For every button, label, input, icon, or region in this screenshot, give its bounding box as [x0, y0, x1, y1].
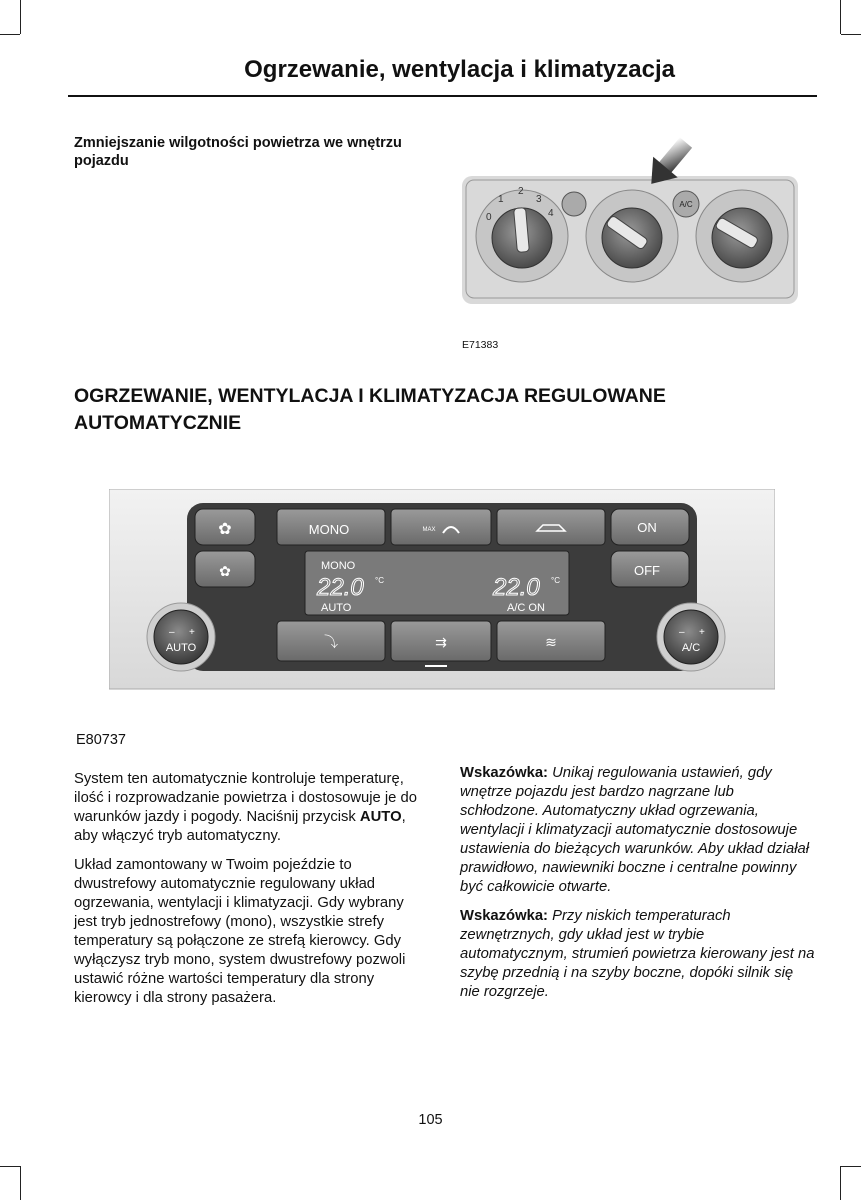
dehumidify-heading: Zmniejszanie wilgotności powietrza we wnętrzu pojazdu	[74, 135, 402, 169]
figure-code-e80737: E80737	[76, 732, 126, 748]
left-column	[74, 770, 426, 1018]
crop-mark-bottom-left-v	[20, 1166, 21, 1200]
crop-mark-top-right-v	[840, 0, 841, 34]
display-right-status: A/C ON	[507, 602, 545, 614]
fan-label-2: 2	[518, 186, 524, 197]
note-1	[460, 764, 816, 897]
svg-text:✿: ✿	[219, 563, 231, 579]
page-number: 105	[418, 1112, 443, 1128]
max-defrost-button	[391, 509, 491, 545]
max-label: MAX	[422, 527, 436, 533]
svg-text:⤵: ⤵	[324, 634, 338, 650]
left-knob-label: AUTO	[165, 642, 197, 654]
right-column	[460, 764, 816, 1012]
display-left-status: AUTO	[321, 602, 352, 614]
automatic-climate-control-figure	[109, 489, 775, 711]
left-temperature-knob	[154, 610, 208, 664]
fan-label-4: 4	[548, 208, 554, 219]
left-knob-plus: +	[189, 627, 195, 638]
svg-text:≋: ≋	[545, 634, 557, 650]
crop-mark-bottom-right-v	[840, 1166, 841, 1200]
display-left-mode: MONO	[321, 560, 356, 572]
svg-text:⇉: ⇉	[435, 634, 447, 650]
title-rule	[68, 95, 817, 97]
right-temperature-knob	[664, 610, 718, 664]
display-right-temp: 22.0	[493, 574, 540, 601]
off-button-label: OFF	[634, 563, 660, 578]
crop-mark-bottom-right-h	[841, 1166, 861, 1167]
section-heading: OGRZEWANIE, WENTYLACJA I KLIMATYZACJA REGULOWANE AUTOMATYCZNIE	[74, 385, 666, 434]
note-1-text: Unikaj regulowania ustawień, gdy wnętrze pojazdu jest bardzo nagrzane lub schłodzone. Automatyczny układ ogrzewania, wentylacji i klimatyzacji automatycznie dostosowuje ustawienia do bieżących warunków. Aby układ działał prawidłowo, nawiewniki boczne i centralne powinny być całkowicie otwarte.	[460, 765, 810, 895]
crop-mark-top-left-h	[0, 34, 20, 35]
manual-climate-control-figure	[462, 136, 798, 304]
figure-code-e71383: E71383	[462, 339, 499, 351]
display-left-unit: °C	[375, 576, 384, 585]
note-2	[460, 907, 816, 1002]
left-knob-minus: –	[169, 627, 175, 638]
crop-mark-bottom-left-h	[0, 1166, 20, 1167]
recirculation-button	[497, 509, 605, 545]
page-title: Ogrzewanie, wentylacja i klimatyzacja	[244, 56, 675, 83]
right-knob-plus: +	[699, 627, 705, 638]
note-2-label: Wskazówka:	[460, 908, 548, 924]
fan-label-0: 0	[486, 212, 492, 223]
ac-button-label: A/C	[679, 200, 693, 209]
right-knob-label: A/C	[681, 642, 701, 654]
fan-label-3: 3	[536, 194, 542, 205]
paragraph-dual-zone: Układ zamontowany w Twoim pojeździe to dwustrefowy automatycznie regulowany układ ogrzewania, wentylacji i klimatyzacji. Gdy wybrany jest tryb jednostrefowy (mono), wszystkie strefy temperatury są połączone ze strefą kierowcy. Gdy wyłączysz tryb mono, system dwustrefowy pozwoli ustawić różne wartości temperatury dla strony kierowcy i dla strony pasażera.	[74, 857, 406, 1006]
note-2-text: Przy niskich temperaturach zewnętrznych, gdy układ jest w trybie automatycznym, strumień powietrza kierowany jest na szybę przednią i na szyby boczne, dopóki silnik się nie rozgrzeje.	[460, 908, 815, 1000]
display-left-temp: 22.0	[317, 574, 364, 601]
on-button-label: ON	[637, 520, 657, 535]
paragraph-auto-mode: System ten automatycznie kontroluje temperaturę, ilość i rozprowadzanie powietrza i dostosowuje je do warunków jazdy i pogody. Naciśnij przycisk AUTO, aby włączyć tryb automatyczny.	[74, 771, 417, 844]
mono-button-label: MONO	[308, 522, 350, 537]
right-knob-minus: –	[679, 627, 685, 638]
crop-mark-top-right-h	[841, 34, 861, 35]
svg-text:✿: ✿	[218, 521, 232, 538]
display-right-unit: °C	[551, 576, 560, 585]
crop-mark-top-left-v	[20, 0, 21, 34]
fan-label-1: 1	[498, 194, 504, 205]
recirculation-button	[562, 192, 586, 216]
auto-keyword: AUTO	[359, 809, 402, 825]
note-1-label: Wskazówka:	[460, 765, 548, 781]
